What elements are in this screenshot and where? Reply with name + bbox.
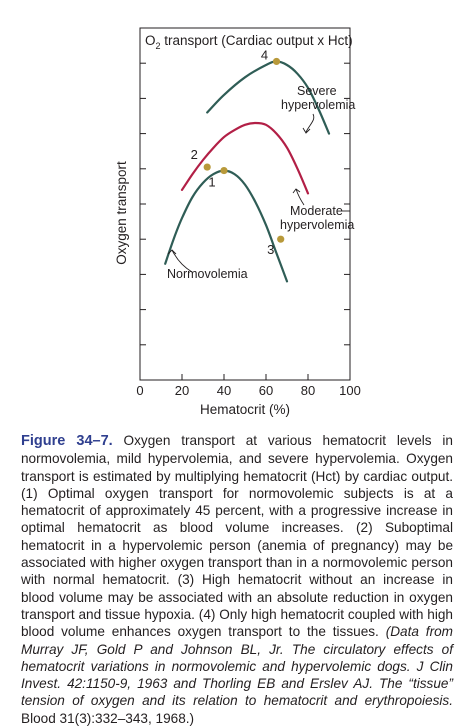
label-normovolemia: Normovolemia xyxy=(167,267,248,281)
point-label-3: 3 xyxy=(267,242,275,258)
label-moderate-line2: hypervolemia xyxy=(280,218,355,232)
x-tick-label: 40 xyxy=(216,383,232,398)
caption-body: Oxygen transport at various hematocrit levels in normovolemia, mild hypervolemia, and severe hypervolemia. Oxygen transport is estimated by multiplying hematocrit (Hct) by cardiac output. (1) Optimal oxygen transport for normovolemic subjects is at a hematocrit of approximately 45 percent, with a progressive increase in optimal hematocrit as blood volume increases. (2) Suboptimal hematocrit in a hypervolemic person (anemia of pregnancy) may be associated with higher oxygen transport than in a normovolemic person with normal hematocrit. (3) High hematocrit without an increase in blood volume may be associated with an absolute reduction in oxygen transport and tissue hypoxia. (4) Only high hematocrit coupled with high blood volume enhances oxygen transport to the tissues. xyxy=(21,433,453,640)
point-marker-1 xyxy=(220,167,227,174)
figure-label: Figure 34–7. xyxy=(21,433,113,449)
point-label-4: 4 xyxy=(260,47,269,63)
chart-title xyxy=(145,33,353,51)
x-tick-label: 80 xyxy=(300,383,316,398)
x-tick-label: 20 xyxy=(174,383,190,398)
moderate-leader xyxy=(296,189,304,205)
point-marker-2 xyxy=(204,163,211,170)
label-moderate-line1: Moderate xyxy=(290,204,343,218)
label-severe-line1: Severe xyxy=(297,84,337,98)
figure-caption xyxy=(21,432,453,727)
points xyxy=(191,47,285,257)
y-axis-label: Oxygen transport xyxy=(114,161,129,265)
chart-title-rest: transport (Cardiac output x Hct) xyxy=(160,33,353,48)
point-marker-4 xyxy=(273,58,280,65)
caption-source: (Data from Murray JF, Gold P and Johnson BL, Jr. The circulatory effects of hematocrit variations in normovolemic and hypervolemic dogs. J Clin Invest. 42:1150-9, 1963 and Thorling EB and Erslev AJ. The “tissue” tension of oxygen and its relation to hematocrit and erythropoiesis. xyxy=(21,624,453,709)
chart-title-lead: O xyxy=(145,33,156,48)
label-severe-line2: hypervolemia xyxy=(281,98,356,112)
chart-title-subscript: 2 xyxy=(155,41,161,51)
caption-source-tail: Blood 31(3):332–343, 1968.) xyxy=(21,710,195,726)
point-marker-3 xyxy=(277,236,284,243)
x-axis-label: Hematocrit (%) xyxy=(199,402,291,417)
x-tick-label: 0 xyxy=(136,383,144,398)
point-label-2: 2 xyxy=(190,147,198,163)
x-tick-label: 100 xyxy=(339,383,361,398)
curve-annotations xyxy=(167,84,355,281)
point-label-1: 1 xyxy=(208,174,216,190)
x-tick-label: 60 xyxy=(258,383,274,398)
